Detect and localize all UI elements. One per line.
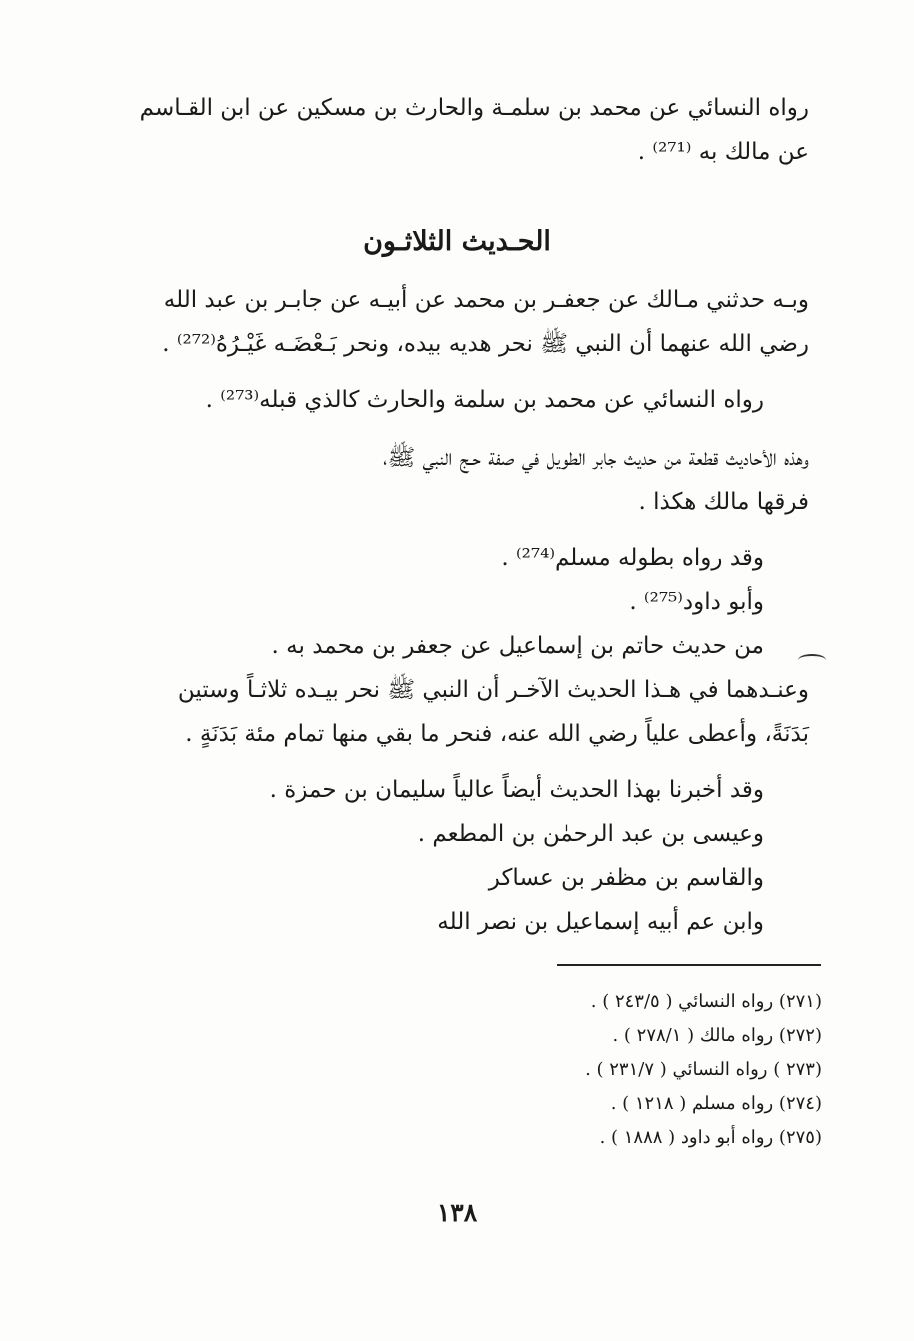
footnotes bbox=[322, 985, 822, 1155]
paragraph-7 bbox=[124, 768, 764, 944]
text-line: وقد رواه بطوله مسلم⁽²⁷⁴⁾ . bbox=[501, 545, 764, 571]
text-line: رواه النسائي عن محمد بن سلمة والحارث كالذي قبله⁽²⁷³⁾ . bbox=[205, 387, 764, 413]
text-line: رواه النسائي عن محمد بن سلمـة والحارث بن مسكين عن ابن القـاسم bbox=[139, 95, 809, 121]
text-line: فرقها مالك هكذا . bbox=[638, 489, 809, 515]
text-line: عن مالك به ⁽²⁷¹⁾ . bbox=[637, 139, 809, 165]
text-line: من حديث حاتم بن إسماعيل عن جعفر بن محمد به . bbox=[271, 633, 764, 659]
margin-mark bbox=[798, 654, 826, 666]
paragraph-4 bbox=[113, 436, 809, 524]
page-number: ١٣٨ bbox=[436, 1198, 478, 1227]
section-heading: الحـديث الثلاثـون bbox=[363, 226, 551, 257]
text-line: بَدَنَةً، وأعطى علياً رضي الله عنه، فنحر ما بقي منها تمام مئة بَدَنَةٍ . bbox=[185, 721, 809, 747]
paragraph-1 bbox=[113, 86, 809, 174]
text-line: وابن عم أبيه إسماعيل بن نصر الله bbox=[437, 909, 764, 935]
footnote-item: (٢٧١) رواه النسائي ( ٢٤٣/٥ ) . bbox=[590, 991, 822, 1012]
paragraph-5 bbox=[124, 536, 764, 668]
text-line: وعنـدهما في هـذا الحديث الآخـر أن النبي ﷺ نحر بيـده ثلاثـاً وستين bbox=[177, 677, 809, 703]
text-line: وعيسى بن عبد الرحمٰن بن المطعم . bbox=[417, 821, 764, 847]
text-line: رضي الله عنهما أن النبي ﷺ نحر هديه بيده، ونحر بَـعْضَـه غَيْـرُهُ⁽²⁷²⁾ . bbox=[162, 331, 809, 357]
text-line: وأبو داود⁽²⁷⁵⁾ . bbox=[629, 589, 764, 615]
footnote-item: (٢٧٣ ) رواه النسائي ( ٢٣١/٧ ) . bbox=[585, 1059, 822, 1080]
text-line: والقاسم بن مظفر بن عساكر bbox=[488, 865, 764, 891]
footnote-item: (٢٧٢) رواه مالك ( ٢٧٨/١ ) . bbox=[612, 1025, 822, 1046]
paragraph-6 bbox=[113, 668, 809, 756]
paragraph-2 bbox=[113, 278, 809, 366]
footnote-item: (٢٧٥) رواه أبو داود ( ١٨٨٨ ) . bbox=[599, 1127, 822, 1148]
text-line: وبـه حدثني مـالك عن جعفـر بن محمد عن أبيـه عن جابـر بن عبد الله bbox=[163, 287, 809, 313]
paragraph-3 bbox=[124, 378, 764, 422]
text-line: وقد أخبرنا بهذا الحديث أيضاً عالياً سليمان بن حمزة . bbox=[269, 777, 764, 803]
footnote-item: (٢٧٤) رواه مسلم ( ١٢١٨ ) . bbox=[610, 1093, 822, 1114]
footnote-divider bbox=[557, 964, 821, 966]
text-line: وهذه الأحاديث قطعة من حديث جابر الطويل في صفة حـج النبي ﷺ، bbox=[383, 445, 809, 471]
